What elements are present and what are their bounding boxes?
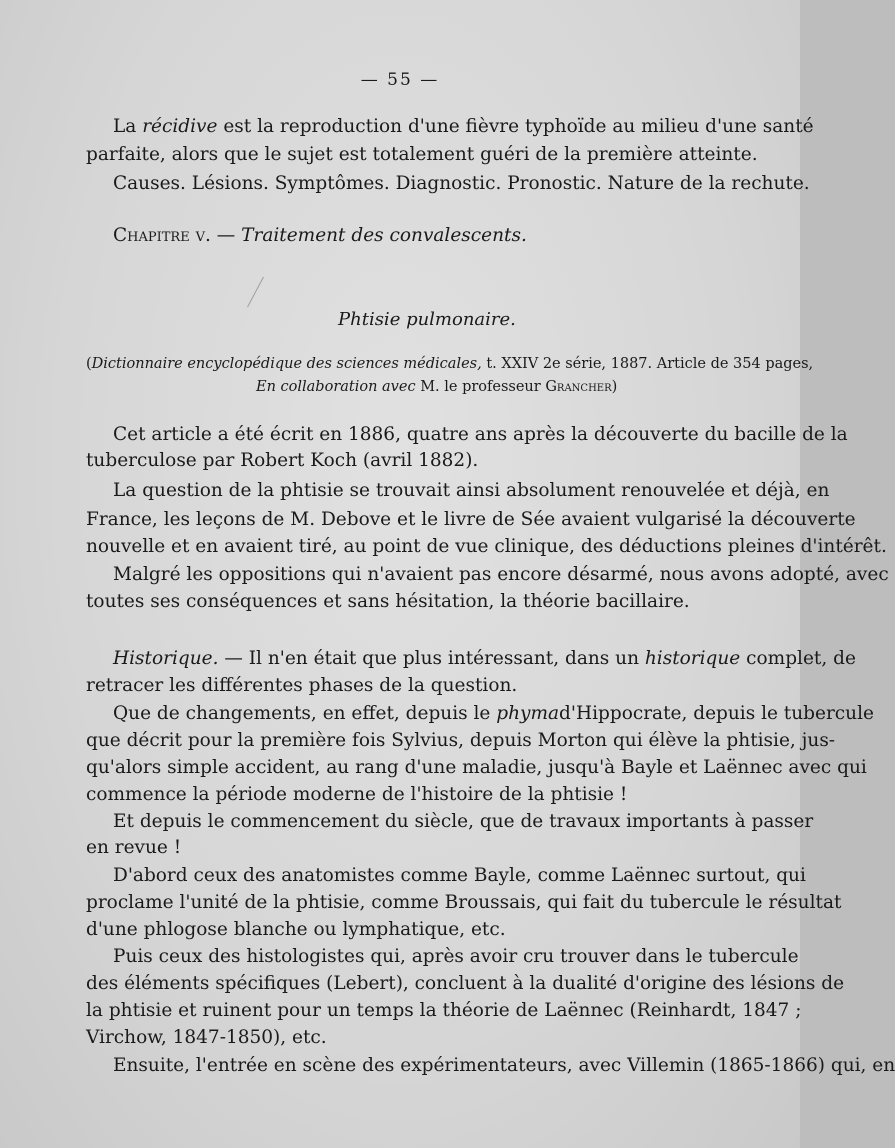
p5-line-3: qu'alors simple accident, au rang d'une maladie, jusqu'à Bayle et Laënnec avec qui bbox=[86, 757, 867, 778]
historique-heading: Historique. bbox=[113, 648, 219, 669]
citation-close: ) bbox=[611, 379, 618, 395]
recidive-pre: La bbox=[113, 116, 137, 137]
stray-mark bbox=[247, 277, 264, 307]
citation-collab: En collaboration avec bbox=[256, 379, 416, 395]
p8-line-2: des éléments spécifiques (Lebert), concluent à la dualité d'origine des lésions de bbox=[86, 973, 845, 994]
p3-line-2: toutes ses conséquences et sans hésitation, la théorie bacillaire. bbox=[86, 591, 690, 612]
section-title: Phtisie pulmonaire. bbox=[338, 309, 516, 330]
p5-line-4: commence la période moderne de l'histoire de la phtisie ! bbox=[86, 784, 628, 805]
p2-line-1: La question de la phtisie se trouvait ainsi absolument renouvelée et déjà, en bbox=[113, 480, 830, 501]
p5-line-2: que décrit pour la première fois Sylvius, depuis Morton qui élève la phtisie, jus- bbox=[86, 730, 836, 751]
p4-line-2: retracer les différentes phases de la question. bbox=[86, 675, 518, 696]
citation-prof: M. le professeur bbox=[420, 379, 541, 395]
citation-line-2 bbox=[256, 375, 617, 399]
citation-line-1 bbox=[86, 352, 814, 376]
p1-line-1: Cet article a été écrit en 1886, quatre ans après la découverte du bacille de la bbox=[113, 424, 848, 445]
p5-line-1 bbox=[113, 702, 874, 726]
p5-line-1-italic: phyma bbox=[496, 703, 560, 724]
p8-line-3: la phtisie et ruinent pour un temps la théorie de Laënnec (Reinhardt, 1847 ; bbox=[86, 1000, 802, 1021]
citation-details: t. XXIV 2e série, 1887. Article de 354 pages, bbox=[486, 356, 814, 372]
p9-line-1: Ensuite, l'entrée en scène des expérimentateurs, avec Villemin (1865-1866) qui, en bbox=[113, 1055, 895, 1076]
p4-line-1-a: — Il n'en était que plus intéressant, dans un bbox=[224, 648, 639, 669]
citation-name: Grancher bbox=[545, 379, 612, 395]
chapter-heading bbox=[113, 224, 527, 248]
recidive-post: est la reproduction d'une fièvre typhoïde au milieu d'une santé bbox=[223, 116, 814, 137]
p7-line-1: D'abord ceux des anatomistes comme Bayle, comme Laënnec surtout, qui bbox=[113, 865, 806, 886]
p4-line-1-b: complet, de bbox=[746, 648, 856, 669]
page-number: — 55 — bbox=[360, 70, 440, 90]
citation-source: Dictionnaire encyclopédique des sciences médicales, bbox=[91, 356, 482, 372]
p8-line-1: Puis ceux des histologistes qui, après avoir cru trouver dans le tubercule bbox=[113, 946, 799, 967]
p5-line-1-b: d'Hippocrate, depuis le tubercule bbox=[559, 703, 874, 724]
p5-line-1-a: Que de changements, en effet, depuis le bbox=[113, 703, 491, 724]
p4-line-1 bbox=[113, 647, 856, 671]
recidive-line-1 bbox=[113, 115, 814, 139]
p1-line-2: tuberculose par Robert Koch (avril 1882). bbox=[86, 450, 479, 471]
p8-line-4: Virchow, 1847-1850), etc. bbox=[86, 1027, 327, 1048]
chapter-label: Chapitre v. — bbox=[113, 225, 236, 246]
p2-line-2: France, les leçons de M. Debove et le livre de Sée avaient vulgarisé la découverte bbox=[86, 509, 856, 530]
p4-line-1-italic: historique bbox=[644, 648, 741, 669]
recidive-line-3: Causes. Lésions. Symptômes. Diagnostic. Pronostic. Nature de la rechute. bbox=[113, 173, 810, 194]
recidive-line-2: parfaite, alors que le sujet est totalement guéri de la première atteinte. bbox=[86, 144, 758, 165]
citation-open: ( bbox=[86, 356, 92, 372]
recidive-term: récidive bbox=[142, 116, 218, 137]
chapter-title: Traitement des convalescents. bbox=[241, 225, 527, 246]
p7-line-3: d'une phlogose blanche ou lymphatique, etc. bbox=[86, 919, 506, 940]
p7-line-2: proclame l'unité de la phtisie, comme Broussais, qui fait du tubercule le résultat bbox=[86, 892, 842, 913]
p6-line-2: en revue ! bbox=[86, 837, 182, 858]
p3-line-1: Malgré les oppositions qui n'avaient pas encore désarmé, nous avons adopté, avec bbox=[113, 564, 889, 585]
p6-line-1: Et depuis le commencement du siècle, que de travaux importants à passer bbox=[113, 811, 814, 832]
p2-line-3: nouvelle et en avaient tiré, au point de vue clinique, des déductions pleines d'intérêt. bbox=[86, 536, 887, 557]
